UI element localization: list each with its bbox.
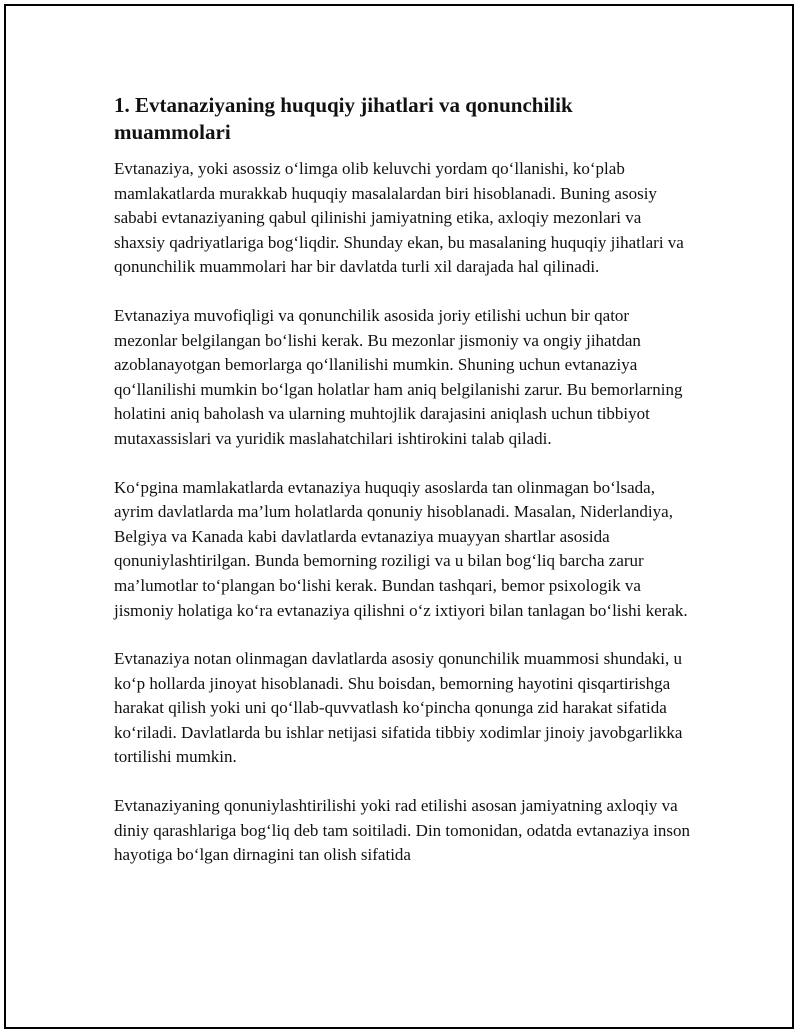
paragraph-4: Evtanaziya notan olinmagan davlatlarda asosiy qonunchilik muammosi shundaki, u ko‘p hollarda jinoyat hisoblanadi. Shu boisdan, bemorning hayotini qisqartirishga harakat qilish yoki uni qo‘llab-quvvatlash ko‘pincha qonunga zid harakat sifatida ko‘riladi. Davlatlarda bu ishlar netijasi sifatida tibbiy xodimlar jinoiy javobgarlikka tortilishi mumkin. [114, 649, 683, 767]
paragraph-1: Evtanaziya, yoki asossiz o‘limga olib keluvchi yordam qo‘llanishi, ko‘plab mamlakatlarda murakkab huquqiy masalalardan biri hisoblanadi. Buning asosiy sababi evtanaziyaning qabul qilinishi jamiyatning etika, axloqiy mezonlari va shaxsiy qadriyatlariga bog‘liqdir. Shunday ekan, bu masalaning huquqiy jihatlari va qonunchilik muammolari har bir davlatda turli xil darajada hal qilinadi. [114, 159, 684, 277]
paragraph-2: Evtanaziya muvofiqligi va qonunchilik asosida joriy etilishi uchun bir qator mezonlar belgilangan bo‘lishi kerak. Bu mezonlar jismoniy va ongiy jihatdan azoblanayotgan bemorlarga qo‘llanilishi mumkin. Shuning uchun evtanaziya qo‘llanilishi mumkin bo‘lgan holatlar ham aniq belgilanishi zarur. Bu bemorlarning holatini aniq baholash va ularning muhtojlik darajasini aniqlash uchun tibbiyot mutaxassislari va yuridik maslahatchilari ishtirokini talab qiladi. [114, 305, 683, 448]
paragraph-5: Evtanaziyaning qonuniylashtirilishi yoki rad etilishi asosan jamiyatning axloqiy va diniy qarashlariga bog‘liq deb tam soitiladi. Din tomonidan, odatda evtanaziya inson hayotiga bo‘lgan dirnagini tan olish sifatida [114, 796, 690, 865]
section-heading: 1. Evtanaziyaning huquqiy jihatlari va qonunchilik muammolari [114, 93, 573, 144]
document-body [114, 92, 690, 892]
paragraph-3: Ko‘pgina mamlakatlarda evtanaziya huquqiy asoslarda tan olinmagan bo‘lsada, ayrim davlatlarda ma’lum holatlarda qonuniy hisoblanadi. Masalan, Niderlandiya, Belgiya va Kanada kabi davlatlarda evtanaziya muayyan shartlar asosida qonuniylashtirilgan. Bunda bemorning roziligi va u bilan bog‘liq barcha zarur ma’lumotlar to‘plangan bo‘lishi kerak. Bundan tashqari, bemor psixologik va jismoniy holatiga ko‘ra evtanaziya qilishni o‘z ixtiyori bilan tanlagan bo‘lishi kerak. [114, 477, 688, 620]
